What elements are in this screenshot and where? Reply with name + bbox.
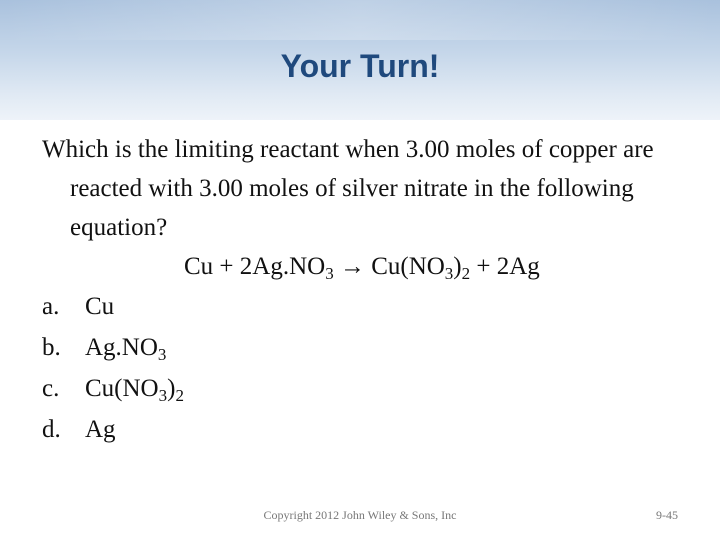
equation-product: Cu(NO (371, 253, 445, 280)
question-text: Which is the limiting reactant when 3.00 moles of copper are reacted with 3.00 moles of silver nitrate in the following equation? (42, 136, 654, 241)
slide-body (42, 130, 692, 450)
option-letter: b. (42, 334, 61, 361)
answer-option-c[interactable] (42, 368, 692, 409)
answer-option-b[interactable] (42, 327, 692, 368)
reaction-arrow: → (333, 253, 372, 280)
subscript: 2 (461, 264, 471, 283)
answer-options (42, 286, 692, 450)
option-letter: c. (42, 375, 60, 402)
option-text: Cu (85, 293, 115, 320)
equation-product: + 2Ag (470, 253, 540, 280)
equation-paren: ) (453, 253, 462, 280)
subscript: 3 (325, 264, 334, 283)
option-text: Ag (85, 416, 116, 443)
option-text: $Cu(NO_3)_2$ (85, 375, 184, 405)
equation-reactants: Cu + 2Ag.NO (184, 253, 326, 280)
option-letter: d. (42, 416, 61, 443)
answer-option-a[interactable] (42, 286, 692, 327)
slide-title: Your Turn! (280, 48, 440, 84)
answer-option-d[interactable] (42, 409, 692, 450)
chemical-equation (42, 247, 692, 286)
option-letter: a. (42, 293, 60, 320)
subscript: 3 (444, 264, 454, 283)
copyright-footer: Copyright 2012 John Wiley & Sons, Inc (263, 508, 457, 522)
option-text: $Ag.NO_3$ (85, 334, 167, 364)
page-number: 9-45 (656, 508, 678, 522)
